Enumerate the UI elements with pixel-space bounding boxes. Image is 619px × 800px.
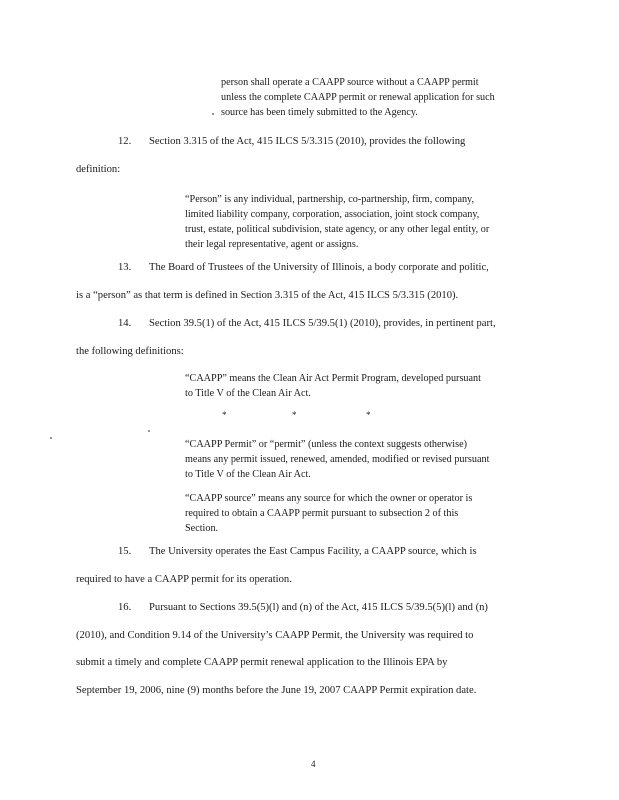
quote-line: trust, estate, political subdivision, state agency, or any other legal entity, or — [185, 224, 490, 235]
paragraph-line: September 19, 2006, nine (9) months before the June 19, 2007 CAAPP Permit expiration date. — [76, 685, 477, 696]
quote-line: person shall operate a CAAPP source without a CAAPP permit — [221, 77, 479, 88]
quote-block-caapp — [185, 371, 481, 401]
quote-line: their legal representative, agent or assigns. — [185, 239, 359, 250]
ellipsis-star: * — [222, 410, 227, 420]
quote-line: “CAAPP Permit” or “permit” (unless the context suggests otherwise) — [185, 439, 467, 450]
scan-speck — [212, 113, 214, 115]
paragraph-line: The University operates the East Campus Facility, a CAAPP source, which is — [149, 546, 477, 557]
quote-line: limited liability company, corporation, association, joint stock company, — [185, 209, 480, 220]
quote-line: “CAAPP” means the Clean Air Act Permit Program, developed pursuant — [185, 373, 481, 384]
paragraph-line: the following definitions: — [76, 346, 184, 357]
scan-speck — [50, 437, 52, 439]
paragraph-number: 16. — [118, 602, 132, 613]
paragraph-line: definition: — [76, 164, 121, 175]
paragraph-number: 12. — [118, 136, 132, 147]
paragraph-line: Section 3.315 of the Act, 415 ILCS 5/3.315 (2010), provides the following — [149, 136, 466, 147]
paragraph-number: 15. — [118, 546, 132, 557]
paragraph-line: Section 39.5(1) of the Act, 415 ILCS 5/39.5(1) (2010), provides, in pertinent part, — [149, 318, 496, 329]
ellipsis-star: * — [292, 410, 297, 420]
scan-speck — [148, 430, 150, 432]
quote-line: “CAAPP source” means any source for which the owner or operator is — [185, 493, 473, 504]
quote-line: to Title V of the Clean Air Act. — [185, 469, 311, 480]
quote-line: to Title V of the Clean Air Act. — [185, 388, 311, 399]
paragraph-line: Pursuant to Sections 39.5(5)(l) and (n) of the Act, 415 ILCS 5/39.5(5)(l) and (n) — [149, 602, 488, 613]
paragraph-line: The Board of Trustees of the University of Illinois, a body corporate and politic, — [149, 262, 489, 273]
quote-line: required to obtain a CAAPP permit pursuant to subsection 2 of this — [185, 508, 459, 519]
page-number: 4 — [311, 759, 316, 769]
paragraph-line: is a “person” as that term is defined in Section 3.315 of the Act, 415 ILCS 5/3.315 (2010). — [76, 290, 459, 301]
paragraph-line: (2010), and Condition 9.14 of the University’s CAAPP Permit, the University was required to — [76, 630, 474, 641]
quote-block-permit — [185, 437, 489, 482]
quote-line: unless the complete CAAPP permit or renewal application for such — [221, 92, 495, 103]
quote-line: means any permit issued, renewed, amended, modified or revised pursuant — [185, 454, 490, 465]
paragraph-number: 13. — [118, 262, 132, 273]
quote-line: source has been timely submitted to the Agency. — [221, 107, 418, 118]
quote-block-person — [185, 192, 489, 252]
paragraph-line: submit a timely and complete CAAPP permit renewal application to the Illinois EPA by — [76, 657, 448, 668]
paragraph-number: 14. — [118, 318, 132, 329]
quote-line: Section. — [185, 523, 219, 534]
paragraph-line: required to have a CAAPP permit for its operation. — [76, 574, 292, 585]
quote-line: “Person” is any individual, partnership, co-partnership, firm, company, — [185, 194, 475, 205]
quote-block-top — [221, 75, 495, 120]
quote-block-source — [185, 491, 472, 536]
ellipsis-star: * — [366, 410, 371, 420]
